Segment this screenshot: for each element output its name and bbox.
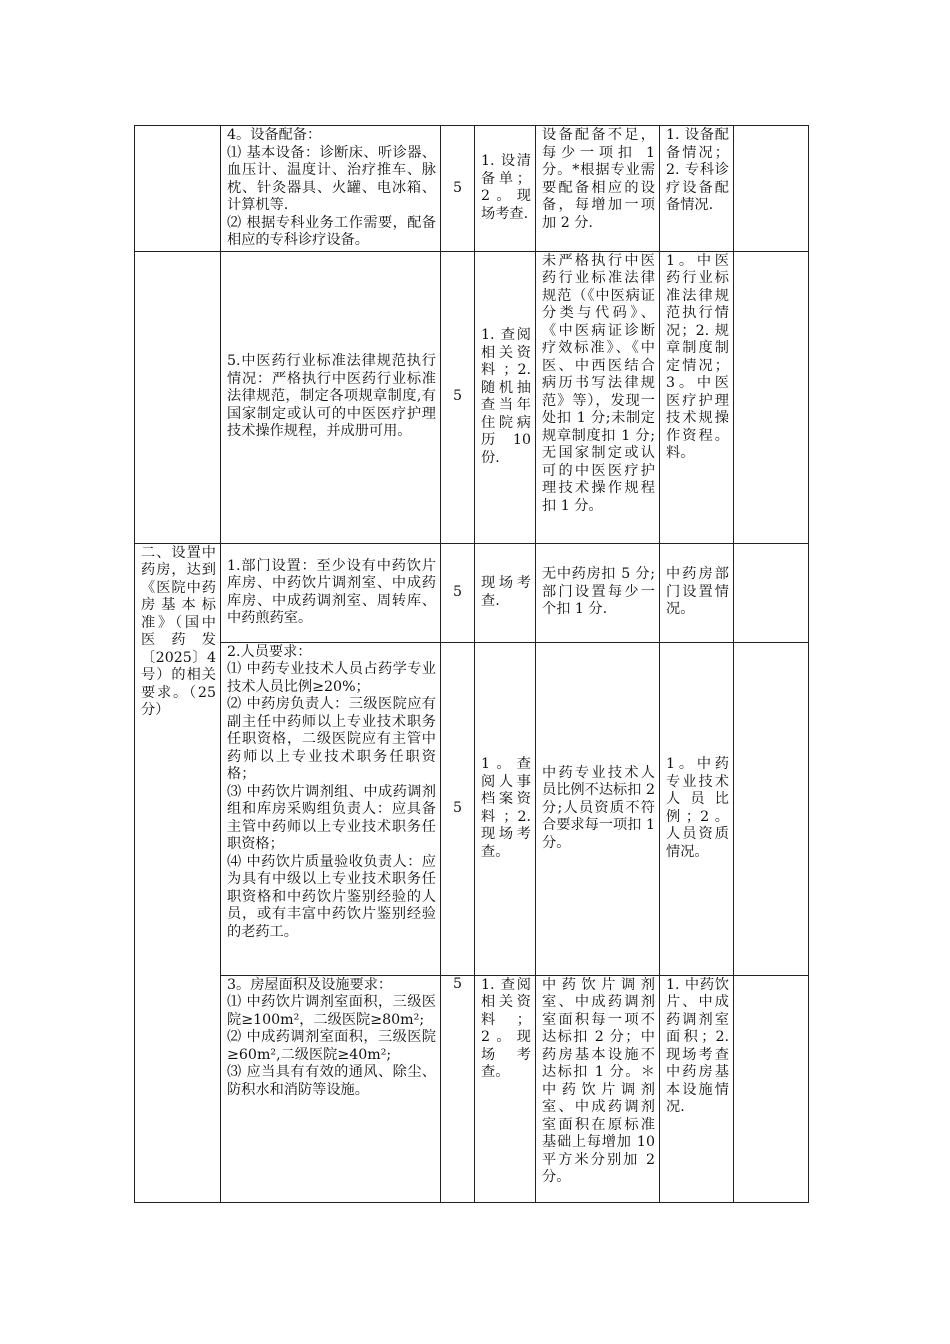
item-text: 2.人员要求：	[227, 643, 312, 660]
item-text: 3。房屋面积及设施要求：	[227, 976, 393, 993]
method-cell: 1. 设清备单；2。现场考查.	[475, 126, 536, 252]
note-cell	[734, 126, 809, 252]
item-text: ⑵ 根据专科业务工作需要，配备相应的专科诊疗设备。	[227, 214, 436, 248]
points-cell: 1. 中药饮片、中成药调剂室面积；2. 现场考查中药房基本设施情况.	[660, 975, 734, 1202]
points-cell: 中药房部门设置情况。	[660, 543, 734, 642]
item-text: ⑷ 中药饮片质量验收负责人：应为具有中级以上专业技术职务任职资格和中药饮片鉴别经验的人员，或有丰富中药饮片鉴别经验的老药工。	[227, 853, 436, 940]
item-cell	[221, 543, 441, 642]
standard-cell: 中药饮片调剂室、中成药调剂室面积每一项不达标扣 2 分；中药房基本设施不达标扣 1 分。＊中药饮片调剂室、中成药调剂室面积在原标准基础上每增加 10 平方米分别加 2 分。	[536, 975, 660, 1202]
method-cell: 现场考查.	[475, 543, 536, 642]
category-cell	[135, 251, 221, 543]
item-cell	[221, 251, 441, 543]
table-row	[135, 642, 809, 975]
note-cell	[734, 543, 809, 642]
item-text: 5.中医药行业标准法律规范执行情况：严格执行中医药行业标准法律规范，制定各项规章制度,有国家制定或认可的中医医疗护理技术操作规程，并成册可用。	[227, 353, 436, 440]
standard-cell: 中药专业技术人员比例不达标扣 2 分;人员资质不符合要求每一项扣 1 分。	[536, 642, 660, 975]
item-text: ⑴ 基本设备：诊断床、听诊器、血压计、温度计、治疗推车、脉枕、针灸器具、火罐、电冰箱、计算机等.	[227, 144, 436, 213]
score-cell: 5	[441, 126, 475, 252]
score-cell: 5	[441, 975, 475, 1202]
method-cell: 1。查阅人事档案资料；2. 现场考查。	[475, 642, 536, 975]
category-cell: 二、设置中药房，达到《医院中药房基本标准》（国中医药发〔2025〕4 号）的相关要求。（25 分）	[135, 543, 221, 1202]
category-cell	[135, 126, 221, 252]
item-cell	[221, 975, 441, 1202]
item-text: ⑵ 中成药调剂室面积，三级医院≥60m²,二级医院≥40m²;	[227, 1029, 436, 1063]
method-cell: 1. 查阅相关资料；2。现场考查。	[475, 975, 536, 1202]
item-text: ⑵ 中药房负责人：三级医院应有副主任中药师以上专业技术职务任职资格，二级医院应有主管中药师以上专业技术职务任职资格；	[227, 696, 436, 782]
score-cell: 5	[441, 251, 475, 543]
table-row	[135, 251, 809, 543]
item-cell	[221, 642, 441, 975]
note-cell	[734, 642, 809, 975]
item-text: ⑴ 中药饮片调剂室面积，三级医院≥100m²，二级医院≥80m²;	[227, 994, 436, 1028]
item-text: ⑶ 应当具有有效的通风、除尘、防积水和消防等设施。	[227, 1064, 436, 1098]
table-row	[135, 543, 809, 642]
standard-cell: 未严格执行中医药行业标准法律规范（《中医病证分类与代码》、《中医病证诊断疗效标准》、《中医、中西医结合病历书写法律规范》等），发现一处扣 1 分;未制定规章制度扣 1 分;无国家制定或认可的中医医疗护理技术操作规程扣 1 分。	[536, 251, 660, 543]
table-row	[135, 126, 809, 252]
points-cell: 1。中药专业技术人员比例；2。人员资质情况。	[660, 642, 734, 975]
score-cell: 5	[441, 642, 475, 975]
standard-cell: 无中药房扣 5 分;部门设置每少一个扣 1 分.	[536, 543, 660, 642]
standard-cell: 设备配备不足，每少一项扣 1 分。*根据专业需要配备相应的设备，每增加一项加 2 分.	[536, 126, 660, 252]
note-cell	[734, 251, 809, 543]
note-cell	[734, 975, 809, 1202]
item-text: 1.部门设置：至少设有中药饮片库房、中药饮片调剂室、中成药库房、中成药调剂室、周转库、中药煎药室。	[227, 557, 436, 626]
item-text: ⑴ 中药专业技术人员占药学专业技术人员比例≥20%；	[227, 661, 436, 695]
assessment-table	[134, 125, 809, 1203]
table-row	[135, 975, 809, 1202]
points-cell: 1。中医药行业标准法律规范执行情况；2. 规章制度制定情况；3。中医医疗护理技术规操作资程。料。	[660, 251, 734, 543]
item-text: 4。设备配备：	[227, 127, 322, 143]
item-text: ⑶ 中药饮片调剂组、中成药调剂组和库房采购组负责人：应具备主管中药师以上专业技术职务任职资格；	[227, 783, 436, 852]
method-cell: 1. 查阅相关资料；2. 随机抽查当年住院病历 10 份.	[475, 251, 536, 543]
score-cell: 5	[441, 543, 475, 642]
points-cell: 1. 设备配备情况；2. 专科诊疗设备配备情况.	[660, 126, 734, 252]
item-cell	[221, 126, 441, 252]
